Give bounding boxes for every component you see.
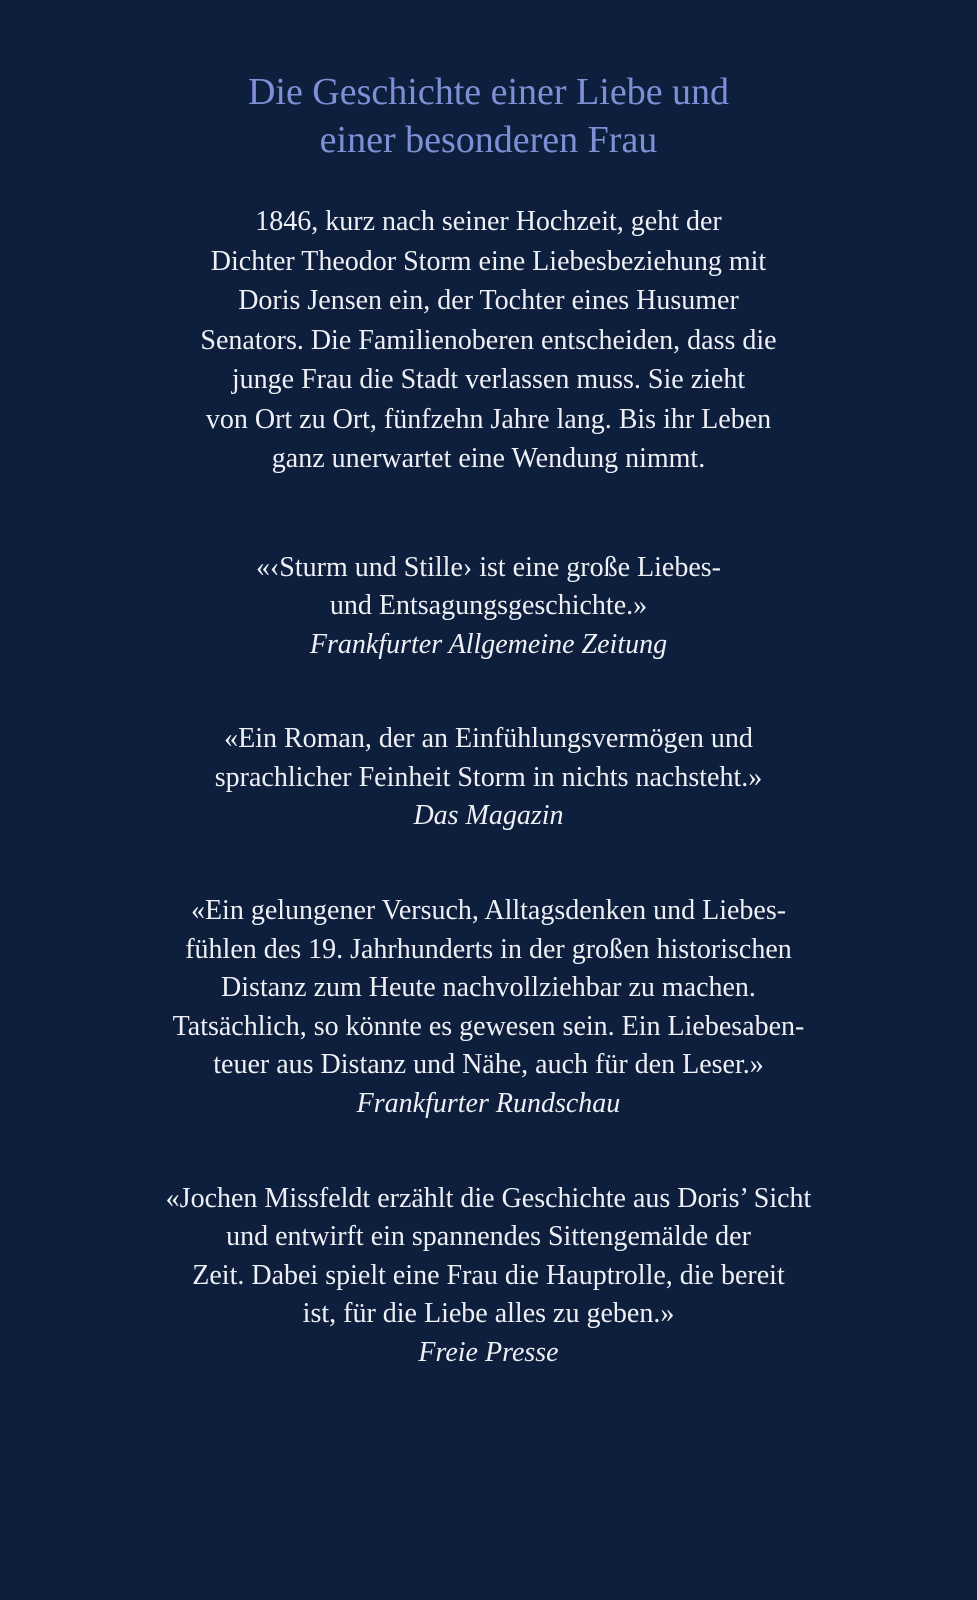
quote-line: «‹Sturm und Stille› ist eine große Liebes- [255,551,722,583]
quote-source: Frankfurter Allgemeine Zeitung [309,628,668,660]
review-quote [69,720,909,836]
quote-source: Frankfurter Rundschau [356,1088,621,1120]
blurb-line: Doris Jensen ein, der Tochter eines Husumer [238,285,739,316]
blurb-paragraph [109,202,869,479]
review-quote [69,549,909,665]
quote-line: «Ein gelungener Versuch, Alltagsdenken und Liebes- [190,895,787,927]
blurb-line: von Ort zu Ort, fünfzehn Jahre lang. Bis ihr Leben [205,403,772,435]
review-quote [69,1180,909,1373]
quote-line: und entwirft ein spannendes Sittengemälde der [226,1221,751,1253]
quote-line: «Jochen Missfeldt erzählt die Geschichte aus Doris’ Sicht [165,1182,812,1214]
quote-line: Zeit. Dabei spielt eine Frau die Hauptrolle, die bereit [192,1259,785,1291]
blurb-line: Dichter Theodor Storm eine Liebesbeziehung mit [210,245,767,277]
quote-line: und Entsagungsgeschichte.» [329,590,648,622]
quote-line: «Ein Roman, der an Einfühlungsvermögen und [224,723,753,755]
quote-source: Freie Presse [418,1337,559,1368]
quote-line: ist, für die Liebe alles zu geben.» [302,1298,675,1330]
blurb-line: 1846, kurz nach seiner Hochzeit, geht der [255,206,722,237]
quote-line: sprachlicher Feinheit Storm in nichts nachsteht.» [214,761,763,793]
review-quotes [0,549,977,1373]
blurb-line: junge Frau die Stadt verlassen muss. Sie zieht [231,364,746,395]
quote-source: Das Magazin [413,800,564,832]
quote-line: Distanz zum Heute nachvollziehbar zu machen. [221,972,756,1004]
blurb-line: ganz unerwartet eine Wendung nimmt. [271,443,706,474]
headline [109,68,869,164]
headline-line-2: einer besonderen Frau [319,119,658,161]
blurb-line: Senators. Die Familienoberen entscheiden, dass die [200,324,777,356]
headline-line-1: Die Geschichte einer Liebe und [247,71,730,113]
quote-line: fühlen des 19. Jahrhunderts in der großen historischen [185,933,792,965]
quote-line: teuer aus Distanz und Nähe, auch für den Leser.» [213,1049,764,1081]
review-quote [69,892,909,1124]
quote-line: Tatsächlich, so könnte es gewesen sein. Ein Liebesaben- [172,1010,805,1042]
